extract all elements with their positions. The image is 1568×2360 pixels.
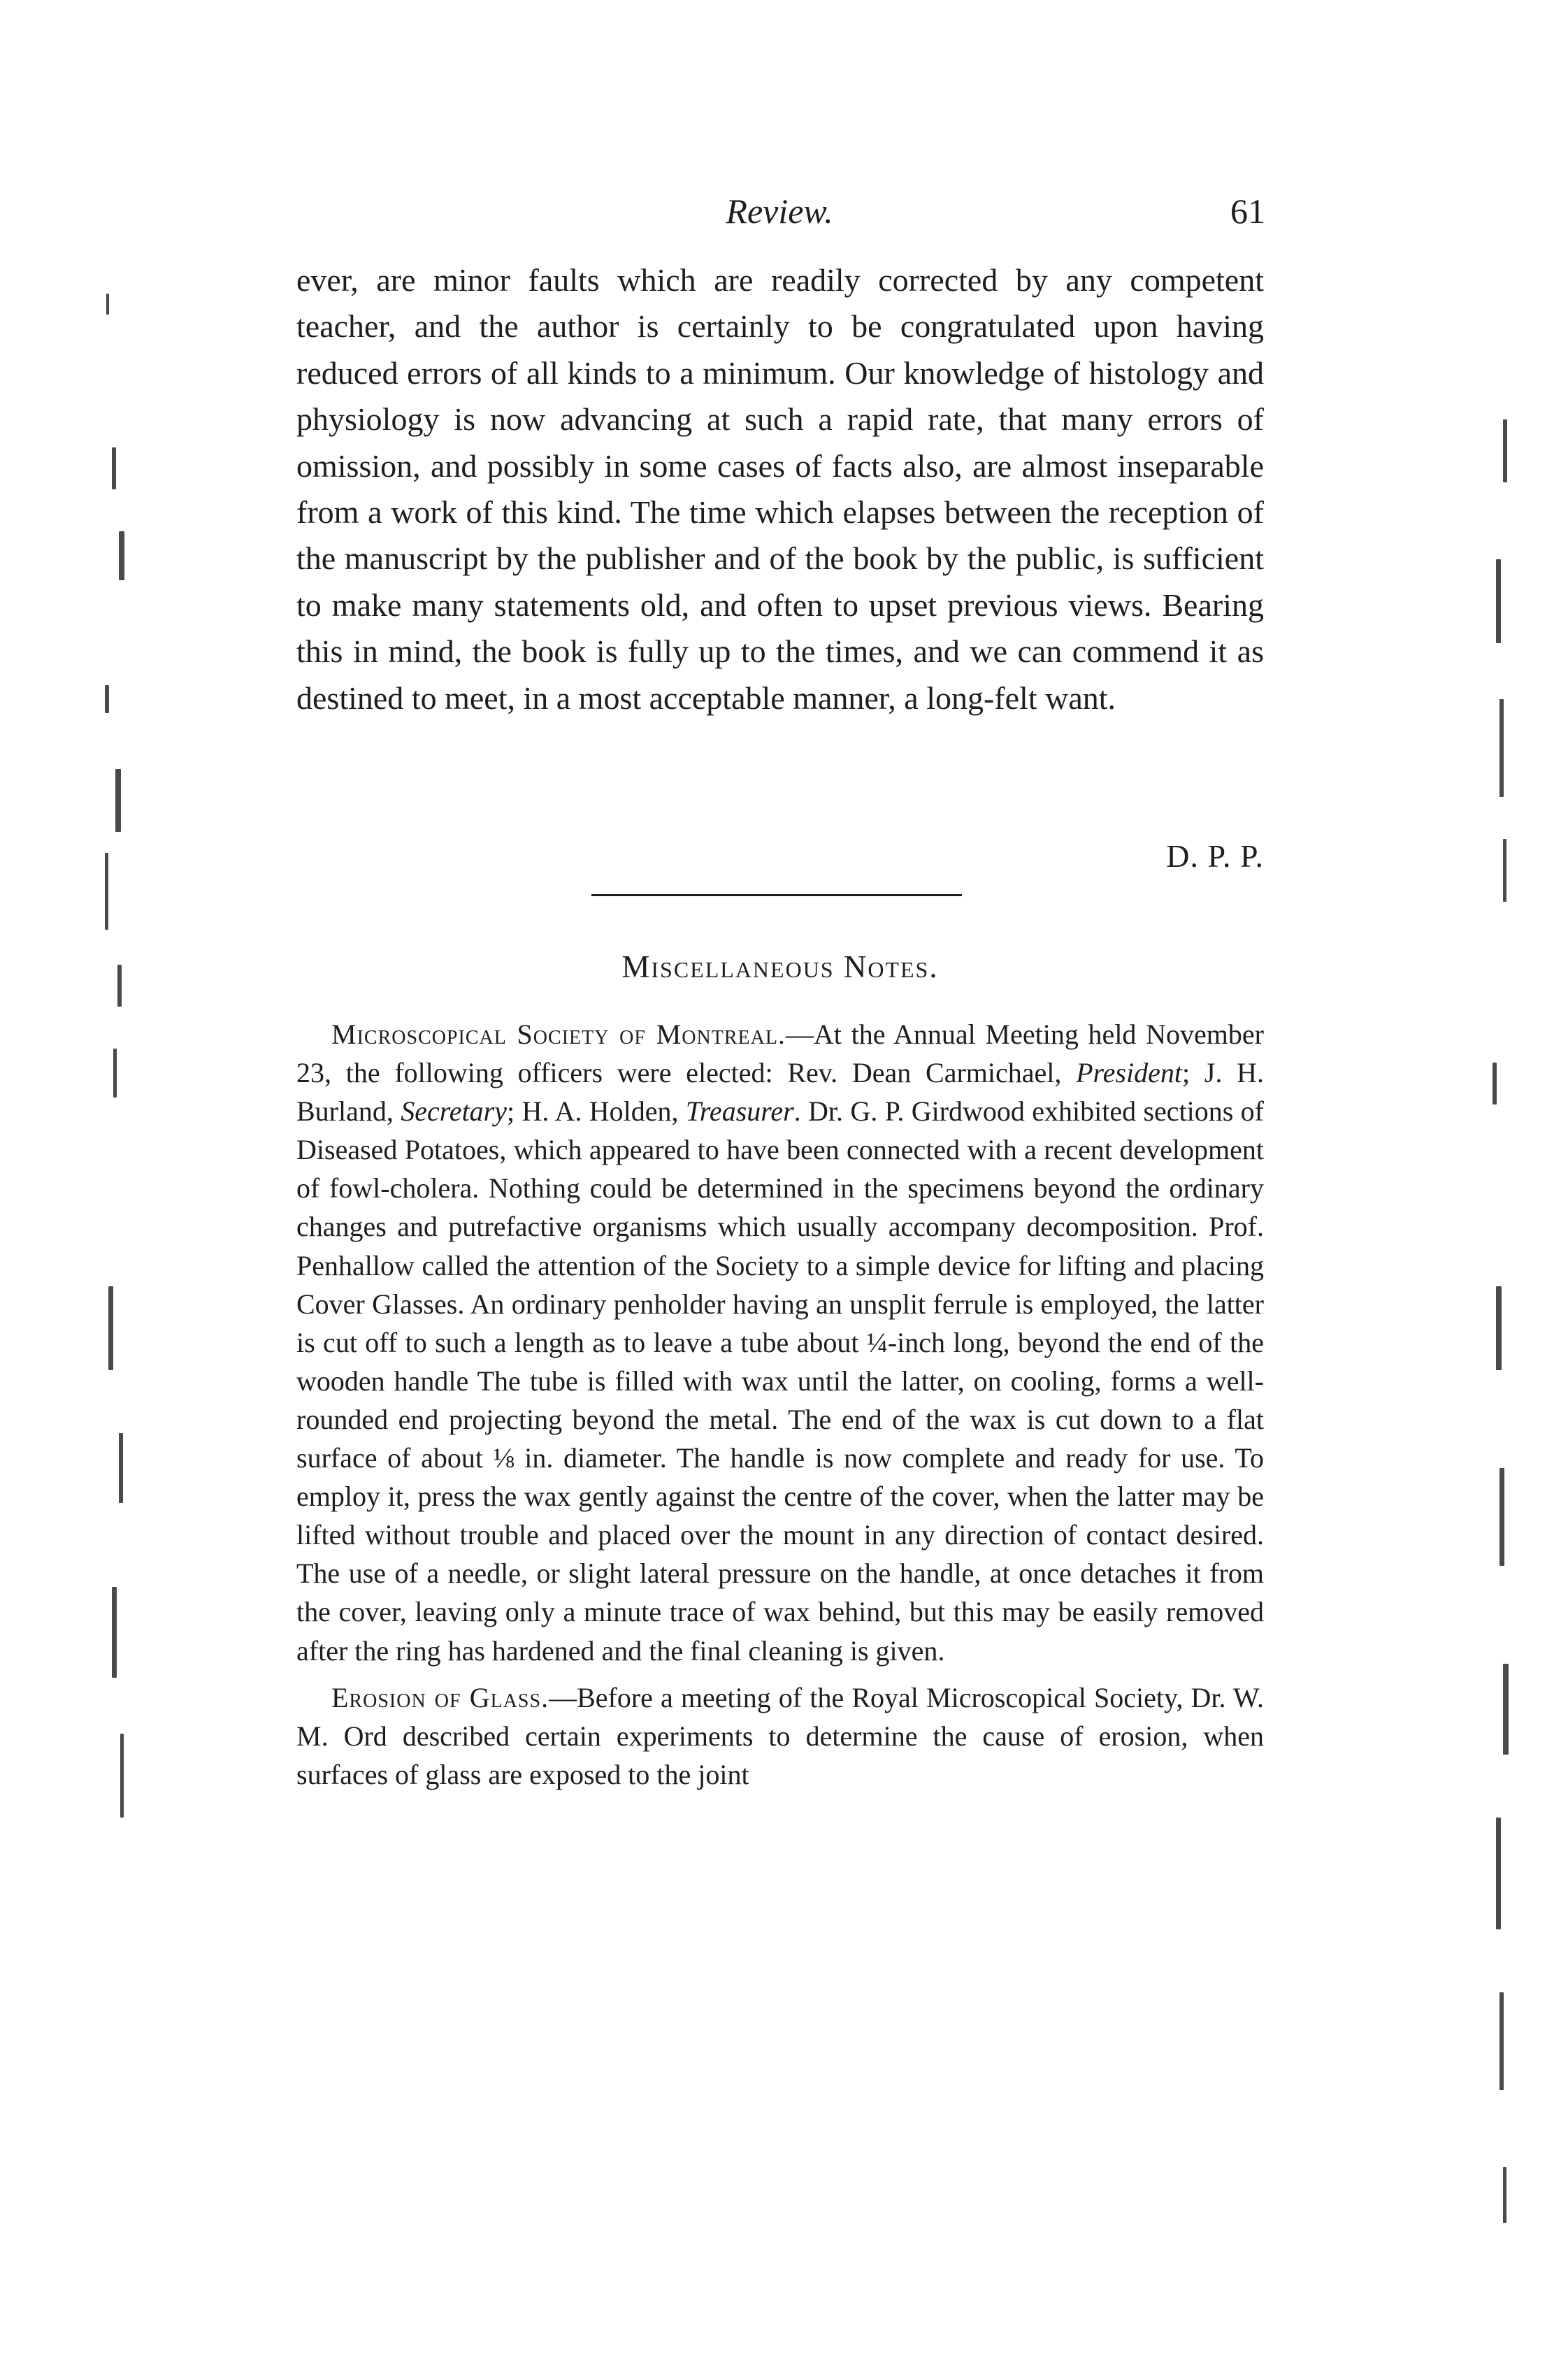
running-head xyxy=(294,183,1265,239)
note-text: —At the Annual Meeting held November 23, the following officers were elected: Rev. Dean Carmichael, xyxy=(296,1019,1264,1089)
note-heading: Erosion of Glass. xyxy=(331,1681,549,1713)
misc-notes-body xyxy=(296,1015,1264,1802)
role-treasurer: Treasurer xyxy=(685,1095,794,1128)
note-text: ; H. A. Holden, xyxy=(507,1095,686,1128)
note-text: —Before a meeting of the Royal Microscopical Society, Dr. W. M. Ord described certain experiments to determine the cause of erosion, when surfaces of glass are exposed to the joint xyxy=(296,1681,1264,1790)
running-head-title: Review. xyxy=(726,192,833,231)
note-text: ; J. H. Burland, xyxy=(296,1057,1264,1128)
role-secretary: Secretary xyxy=(401,1095,507,1128)
review-paragraph: ever, are minor faults which are readily corrected by any competent teacher, and the author is certainly to be congratulated upon having reduced errors of all kinds to a minimum. Our knowledge of histology and physiology is now advancing at such a rapid rate, that many errors of omission, and possibly in some cases of facts also, are almost inseparable from a work of this kind. The time which elapses between the reception of the manuscript by the publisher and of the book by the public, is sufficient to make many statements old, and often to upset previous views. Bearing this in mind, the book is fully up to the times, and we can commend it as destined to meet, in a most acceptable manner, a long-felt want. xyxy=(296,262,1264,716)
page-number: 61 xyxy=(1230,192,1265,231)
note-heading: Microscopical Society of Montreal. xyxy=(331,1019,786,1050)
note-microscopical-society xyxy=(296,1015,1264,1670)
note-text: . Dr. G. P. Girdwood exhibited sections of Diseased Potatoes, which appeared to have been connected with a recent development of fowl-cholera. Nothing could be determined in the specimens beyond the ordinary changes and putrefactive organisms which usually accompany decomposition. Prof. Penhallow called the attention of the Society to a simple device for lifting and placing Cover Glasses. An ordinary penholder having an unsplit ferrule is employed, the latter is cut off to such a length as to leave a tube about ¼-inch long, beyond the end of the wooden handle The tube is filled with wax until the latter, on cooling, forms a well-rounded end projecting beyond the metal. The end of the wax is cut down to a flat surface of about ⅛ in. diameter. The handle is now complete and ready for use. To employ it, press the wax gently against the centre of the cover, when the latter may be lifted without trouble and placed over the mount in any direction of contact desired. The use of a needle, or slight lateral pressure on the handle, at once detaches it from the cover, leaving only a minute trace of wax behind, but this may be easily removed after the ring has hardened and the final cleaning is given. xyxy=(296,1095,1264,1667)
section-title: Miscellaneous Notes. xyxy=(621,949,939,984)
role-president: President xyxy=(1076,1057,1182,1089)
note-erosion-of-glass xyxy=(296,1678,1264,1794)
review-continuation xyxy=(296,257,1264,721)
section-divider xyxy=(591,894,962,896)
review-signature: D. P. P. xyxy=(1166,838,1264,874)
